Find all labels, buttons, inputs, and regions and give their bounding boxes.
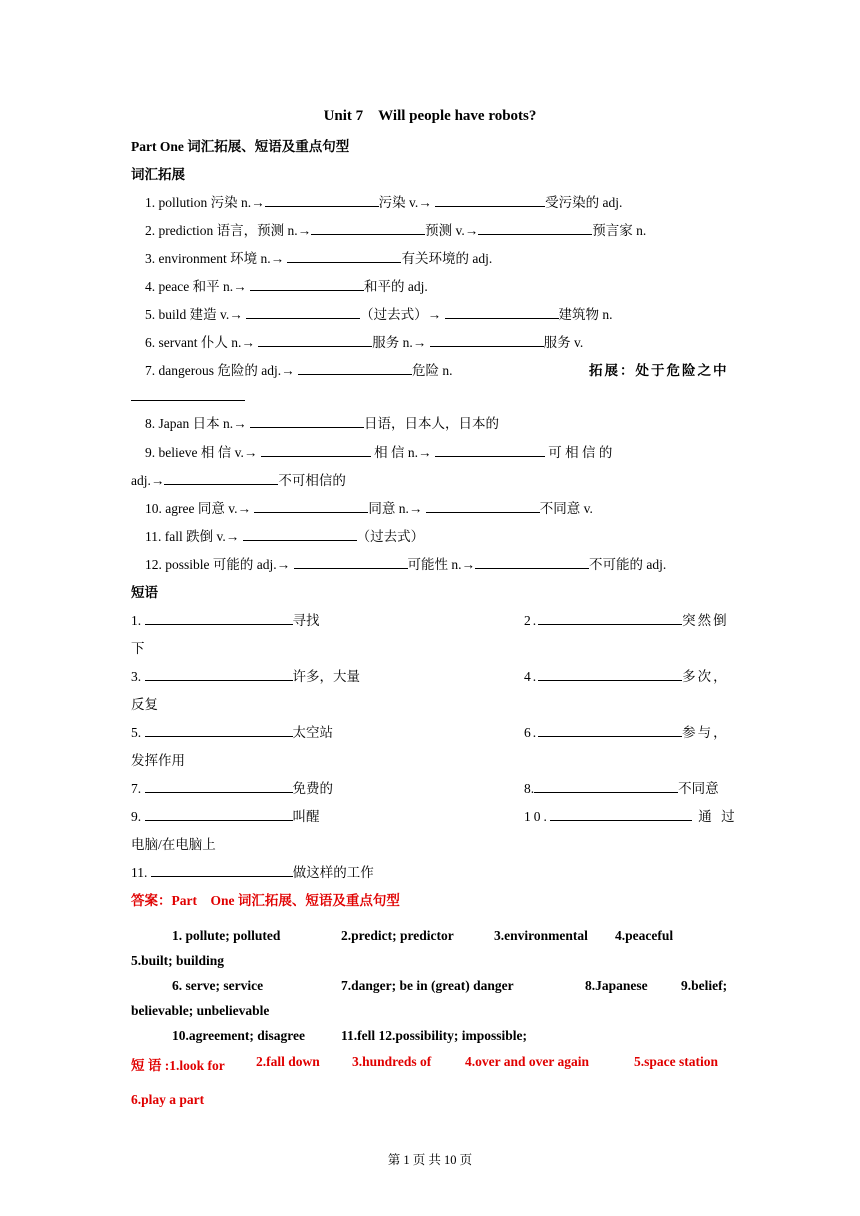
vocab-line-12-b: 可能性 n.→ [407, 557, 475, 572]
vocab-line-3-b: 有关环境的 adj. [401, 251, 493, 266]
blank [538, 667, 682, 681]
answer-1: 1. pollute; polluted [172, 928, 281, 943]
vocab-line-8-a: 8. Japan 日本 n.→ [145, 416, 250, 431]
phrase-number: 10. [524, 809, 550, 824]
vocab-line-12-a: 12. possible 可能的 adj.→ [145, 557, 294, 572]
phrase-number: 7. [131, 781, 145, 796]
vocab-line-10 [145, 497, 593, 517]
vocab-line-12-c: 不可能的 adj. [589, 557, 667, 572]
phrase-answers-label: 短 语 :1.look for [131, 1058, 225, 1073]
blank [145, 779, 293, 793]
answer-3: 3.environmental [494, 928, 588, 943]
phrase-number: 2. [524, 613, 539, 628]
blank [261, 443, 371, 457]
vocab-line-5-b: （过去式）→ [360, 307, 445, 322]
vocab-line-9-d: adj.→ [131, 473, 165, 488]
vocab-line-9-e: 不可相信的 [278, 473, 346, 488]
blank [246, 305, 360, 319]
page-footer: 第 1 页 共 10 页 [387, 1153, 473, 1167]
blank [145, 667, 293, 681]
vocab-line-2 [145, 219, 646, 239]
phrase-answer-6: 6.play a part [131, 1092, 205, 1107]
answer-4: 4.peaceful [615, 928, 674, 943]
phrase-text: 叫醒 [292, 809, 320, 824]
phrase-text: 免费的 [292, 781, 333, 796]
phrase-10 [524, 805, 738, 825]
vocab-line-5-c: 建筑物 n. [558, 307, 613, 322]
phrase-answer-2: 2.fall down [256, 1054, 320, 1069]
phrase-number: 3. [131, 669, 145, 684]
phrases-heading: 短语 [131, 585, 158, 600]
phrase-2 [524, 609, 729, 629]
answer-11-12: 11.fell 12.possibility; impossible; [341, 1028, 528, 1043]
vocab-line-7-wrap [131, 387, 245, 405]
blank [164, 471, 278, 485]
phrase-answer-5: 5.space station [634, 1054, 718, 1069]
vocab-line-9-a: 9. believe 相 信 v.→ [145, 445, 261, 460]
phrase-number: 5. [131, 725, 145, 740]
page-title: Unit 7 Will people have robots? [323, 108, 537, 124]
blank [151, 863, 293, 877]
phrase-3 [131, 665, 360, 685]
vocab-line-1-a: 1. pollution 污染 n.→ [145, 195, 265, 210]
vocab-line-12 [145, 553, 666, 573]
vocab-line-5 [145, 303, 613, 323]
blank [258, 333, 372, 347]
blank [131, 387, 245, 401]
answer-9: 9.belief; [681, 978, 728, 993]
phrase-text: 参与， [682, 725, 729, 740]
vocab-line-2-c: 预言家 n. [592, 223, 647, 238]
vocab-line-4-a: 4. peace 和平 n.→ [145, 279, 250, 294]
vocab-line-4-b: 和平的 adj. [363, 279, 428, 294]
blank [311, 221, 425, 235]
vocab-line-10-c: 不同意 v. [539, 501, 593, 516]
vocab-line-1-c: 受污染的 adj. [545, 195, 623, 210]
phrase-text: 不同意 [678, 781, 719, 796]
vocab-line-6-c: 服务 v. [543, 335, 584, 350]
vocab-line-4 [145, 275, 428, 295]
vocab-line-1 [145, 191, 622, 211]
vocab-heading: 词汇拓展 [131, 167, 185, 182]
phrase-text: 寻找 [292, 613, 320, 628]
answers-heading: 答案：Part One 词汇拓展、短语及重点句型 [131, 893, 400, 908]
vocab-line-6-a: 6. servant 仆人 n.→ [145, 335, 259, 350]
blank [145, 807, 293, 821]
blank [294, 555, 408, 569]
answer-7: 7.danger; be in (great) danger [341, 978, 514, 993]
blank [145, 723, 293, 737]
phrase-number: 8. [524, 781, 535, 796]
phrase-4 [524, 665, 729, 685]
vocab-line-3-a: 3. environment 环境 n.→ [145, 251, 288, 266]
vocab-line-9-c: 可 相 信 的 [544, 445, 613, 460]
answer-5: 5.built; building [131, 953, 225, 968]
phrase-5 [131, 721, 333, 741]
vocab-line-5-a: 5. build 建造 v.→ [145, 307, 247, 322]
vocab-line-11-b: （过去式） [356, 529, 425, 544]
blank [145, 611, 293, 625]
phrase-number: 4. [524, 669, 539, 684]
blank [430, 333, 544, 347]
phrase-11 [131, 861, 374, 881]
answer-9-cont: believable; unbelievable [131, 1003, 270, 1018]
vocab-line-10-a: 10. agree 同意 v.→ [145, 501, 255, 516]
vocab-line-10-b: 同意 n.→ [368, 501, 426, 516]
vocab-line-7-b: 危险 n. [411, 363, 453, 378]
blank [478, 221, 592, 235]
blank [538, 723, 682, 737]
phrase-6 [524, 721, 729, 741]
vocab-line-9-b: 相 信 n.→ [370, 445, 435, 460]
answer-10: 10.agreement; disagree [172, 1028, 305, 1043]
blank [538, 611, 682, 625]
vocab-line-8 [145, 412, 499, 432]
blank [475, 555, 589, 569]
phrase-text: 太空站 [292, 725, 333, 740]
phrase-7 [131, 777, 333, 797]
part-one-heading: Part One 词汇拓展、短语及重点句型 [131, 139, 350, 154]
vocab-line-11-a: 11. fall 跌倒 v.→ [145, 529, 243, 544]
phrase-number: 1. [131, 613, 145, 628]
phrase-number: 11. [131, 865, 151, 880]
answer-8: 8.Japanese [585, 978, 648, 993]
phrase-text: 做这样的工作 [292, 865, 374, 880]
answer-6: 6. serve; service [172, 978, 264, 993]
blank [265, 193, 379, 207]
vocab-line-7-a: 7. dangerous 危险的 adj.→ [145, 363, 298, 378]
blank [298, 361, 412, 375]
blank [534, 779, 678, 793]
vocab-line-7-extend: 拓展：处于危险之中 [589, 363, 729, 378]
blank [287, 249, 401, 263]
vocab-line-1-b: 污染 v.→ [378, 195, 436, 210]
phrase-number: 6. [524, 725, 539, 740]
phrase-number: 9. [131, 809, 145, 824]
blank [550, 807, 692, 821]
vocab-line-7 [145, 359, 452, 379]
answer-2: 2.predict; predictor [341, 928, 454, 943]
phrase-text: 许多，大量 [292, 669, 360, 684]
phrase-6-cont: 发挥作用 [131, 753, 185, 768]
blank [445, 305, 559, 319]
vocab-line-8-b: 日语，日本人，日本的 [364, 416, 499, 431]
vocab-line-6 [145, 331, 583, 351]
phrase-text: 多次， [682, 669, 729, 684]
phrase-answer-3: 3.hundreds of [352, 1054, 432, 1069]
phrase-9 [131, 805, 320, 825]
phrase-10-cont: 电脑/在电脑上 [131, 837, 216, 852]
vocab-line-11 [145, 525, 424, 545]
vocab-line-9 [145, 441, 612, 461]
phrase-1 [131, 609, 320, 629]
blank [435, 443, 545, 457]
vocab-line-9-wrap [131, 469, 346, 489]
phrase-text: 突然倒 [682, 613, 729, 628]
blank [435, 193, 545, 207]
vocab-line-2-a: 2. prediction 语言，预测 n.→ [145, 223, 312, 238]
phrase-answer-4: 4.over and over again [465, 1054, 590, 1069]
phrase-4-cont: 反复 [131, 697, 158, 712]
phrase-text: 通 过 [698, 809, 738, 824]
blank [250, 277, 364, 291]
blank [243, 527, 357, 541]
phrase-8 [524, 777, 719, 797]
vocab-line-3 [145, 247, 492, 267]
blank [254, 499, 368, 513]
blank [250, 414, 364, 428]
vocab-line-6-b: 服务 n.→ [372, 335, 430, 350]
blank [426, 499, 540, 513]
phrase-2-cont: 下 [131, 641, 145, 656]
vocab-line-2-b: 预测 v.→ [425, 223, 479, 238]
